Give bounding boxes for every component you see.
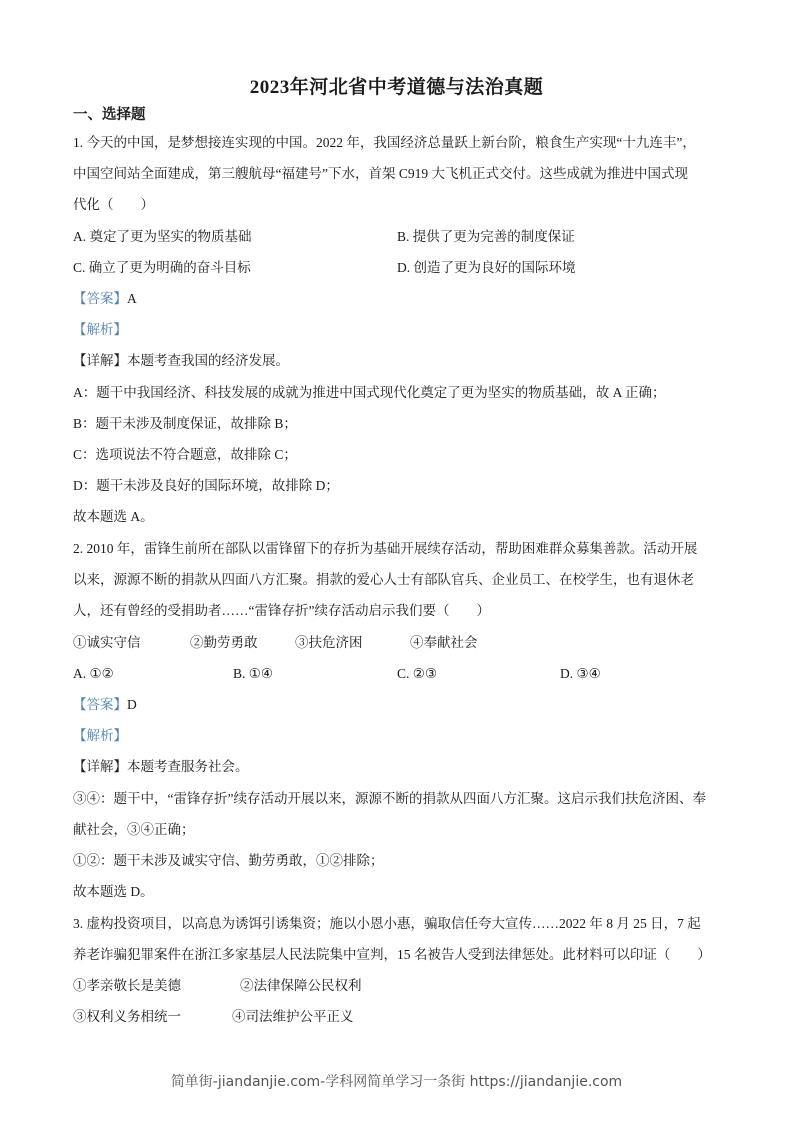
explanation-line: D：题干未涉及良好的国际环境，故排除 D；	[73, 478, 339, 493]
question-stem-line: 2. 2010 年，雷锋生前所在部队以雷锋留下的存折为基础开展续存活动，帮助困难群众募集善款。活动开展	[73, 541, 698, 556]
detail-label: 【详解】	[73, 759, 127, 774]
answer-label: 【答案】	[73, 697, 127, 712]
detail-row	[73, 352, 289, 370]
section-heading: 一、选择题	[73, 107, 146, 123]
statement-2: ②法律保障公民权利	[240, 978, 362, 993]
option-b: B. 提供了更为完善的制度保证	[397, 229, 575, 244]
answer-label: 【答案】	[73, 291, 127, 306]
option-a: A. 奠定了更为坚实的物质基础	[73, 229, 252, 244]
answer-value: D	[127, 697, 137, 712]
statement-1: ①孝亲敬长是美德	[73, 978, 181, 993]
detail-intro: 本题考查我国的经济发展。	[127, 353, 289, 368]
statement-3: ③权利义务相统一	[73, 1009, 181, 1024]
explanation-line: B：题干未涉及制度保证，故排除 B；	[73, 416, 297, 431]
analysis-label: 【解析】	[73, 322, 127, 337]
document-title: 2023年河北省中考道德与法治真题	[249, 77, 544, 98]
explanation-line: 故本题选 D。	[73, 884, 154, 899]
option-d: D. 创造了更为良好的国际环境	[397, 260, 576, 275]
option-c: C. ②③	[397, 666, 437, 681]
question-stem-line: 养老诈骗犯罪案件在浙江多家基层人民法院集中宣判，15 名被告人受到法律惩处。此材料可以印证（ ）	[73, 947, 711, 962]
option-c: C. 确立了更为明确的奋斗目标	[73, 260, 251, 275]
answer-row	[73, 290, 137, 308]
detail-label: 【详解】	[73, 353, 127, 368]
statement-4: ④奉献社会	[410, 635, 478, 650]
detail-intro: 本题考查服务社会。	[127, 759, 249, 774]
option-a: A. ①②	[73, 666, 114, 681]
explanation-line: 献社会，③④正确；	[73, 822, 195, 837]
explanation-line: C：选项说法不符合题意，故排除 C；	[73, 447, 297, 462]
statement-2: ②勤劳勇敢	[190, 635, 258, 650]
question-stem-line: 代化（ ）	[73, 197, 154, 212]
question-stem-line: 以来，源源不断的捐款从四面八方汇聚。捐款的爱心人士有部队官兵、企业员工、在校学生，也有退休老	[73, 572, 694, 587]
question-stem-line: 人，还有曾经的受捐助者……“雷锋存折”续存活动启示我们要（ ）	[73, 603, 490, 618]
explanation-line: 故本题选 A。	[73, 509, 154, 524]
question-stem-line: 中国空间站全面建成，第三艘航母“福建号”下水，首架 C919 大飞机正式交付。这些成就为推进中国式现	[73, 166, 688, 181]
detail-row	[73, 758, 249, 776]
question-stem-line: 1. 今天的中国，是梦想接连实现的中国。2022 年，我国经济总量跃上新台阶，粮食生产实现“十九连丰”，	[73, 135, 696, 150]
explanation-line: A：题干中我国经济、科技发展的成就为推进中国式现代化奠定了更为坚实的物质基础，故 A 正确；	[73, 385, 666, 400]
statement-3: ③扶危济困	[295, 635, 363, 650]
analysis-label: 【解析】	[73, 728, 127, 743]
option-b: B. ①④	[233, 666, 273, 681]
footer-watermark: 简单街-jiandanjie.com-学科网简单学习一条街 https://jiandanjie.com	[170, 1074, 623, 1090]
question-stem-line: 3. 虚构投资项目，以高息为诱饵引诱集资；施以小恩小惠，骗取信任夸大宣传……2022 年 8 月 25 日，7 起	[73, 916, 701, 931]
option-d: D. ③④	[560, 666, 601, 681]
explanation-line: ③④：题干中，“雷锋存折”续存活动开展以来，源源不断的捐款从四面八方汇聚。这启示我们扶危济困、奉	[73, 791, 706, 806]
answer-value: A	[127, 291, 137, 306]
statement-1: ①诚实守信	[73, 635, 141, 650]
explanation-line: ①②：题干未涉及诚实守信、勤劳勇敢，①②排除；	[73, 853, 384, 868]
answer-row	[73, 696, 137, 714]
statement-4: ④司法维护公平正义	[232, 1009, 354, 1024]
